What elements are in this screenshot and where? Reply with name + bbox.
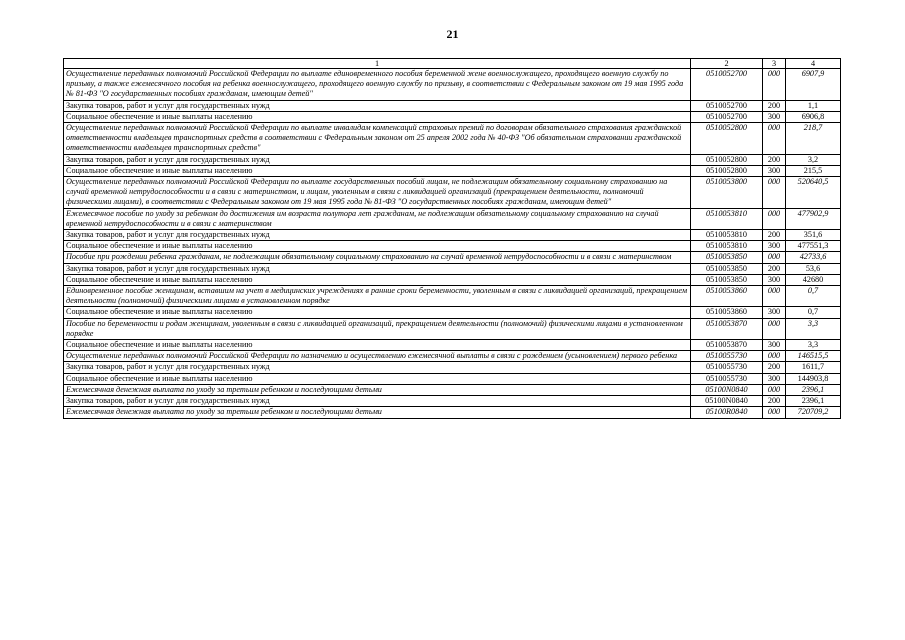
- table-row: [64, 396, 841, 407]
- table-row: [64, 307, 841, 318]
- cell-name: Социальное обеспечение и иные выплаты населению: [64, 241, 691, 252]
- cell-sum: 2396,1: [786, 384, 841, 395]
- cell-type: 000: [763, 384, 786, 395]
- cell-code: 05100N0840: [691, 384, 763, 395]
- cell-name: Социальное обеспечение и иные выплаты населению: [64, 274, 691, 285]
- table-row: [64, 252, 841, 263]
- cell-type: 000: [763, 351, 786, 362]
- cell-code: 0510055730: [691, 362, 763, 373]
- cell-type: 300: [763, 340, 786, 351]
- table-row: [64, 263, 841, 274]
- header-col-4: 4: [786, 59, 841, 69]
- cell-type: 000: [763, 177, 786, 209]
- cell-sum: 218,7: [786, 123, 841, 155]
- cell-sum: 2396,1: [786, 396, 841, 407]
- cell-code: 0510053850: [691, 252, 763, 263]
- table-row: [64, 154, 841, 165]
- cell-code: 0510053800: [691, 177, 763, 209]
- cell-name: Осуществление переданных полномочий Российской Федерации по выплате инвалидам компенсаций страховых премий по договорам обязательного страхования гражданской ответственности владельцев транспортных средств в соответствии с Федеральным законом от 25 апреля 2002 года № 40-ФЗ "Об обязательном страховании гражданской ответственности владельцев транспортных средств": [64, 123, 691, 155]
- table-row: [64, 177, 841, 209]
- cell-name: Закупка товаров, работ и услуг для государственных нужд: [64, 362, 691, 373]
- table-row: [64, 208, 841, 229]
- cell-type: 200: [763, 396, 786, 407]
- cell-name: Осуществление переданных полномочий Российской Федерации по выплате государственных пособий лицам, не подлежащим обязательному социальному страхованию на случай временной нетрудоспособности и в связи с материнством, и лицам, уволенным в связи с ликвидацией организаций (прекращением деятельности, полномочий физическими лицами), в соответствии с Федеральным законом от 19 мая 1995 года № 81-ФЗ "О государственных пособиях гражданам, имеющим детей": [64, 177, 691, 209]
- table-row: [64, 165, 841, 176]
- cell-code: 0510053870: [691, 318, 763, 339]
- cell-code: 0510052800: [691, 154, 763, 165]
- cell-name: Социальное обеспечение и иные выплаты населению: [64, 340, 691, 351]
- cell-code: 0510053850: [691, 274, 763, 285]
- cell-code: 0510055730: [691, 351, 763, 362]
- header-col-3: 3: [763, 59, 786, 69]
- cell-sum: 0,7: [786, 307, 841, 318]
- cell-type: 000: [763, 123, 786, 155]
- cell-code: 05100N0840: [691, 396, 763, 407]
- cell-name: Пособие при рождении ребенка гражданам, не подлежащим обязательному социальному страхованию на случай временной нетрудоспособности и в связи с материнством: [64, 252, 691, 263]
- cell-code: 05100R0840: [691, 407, 763, 418]
- cell-name: Ежемесячное пособие по уходу за ребенком до достижения им возраста полутора лет гражданам, не подлежащим обязательному социальному страхованию на случай временной нетрудоспособности и в связи с материнством: [64, 208, 691, 229]
- cell-sum: 1,1: [786, 100, 841, 111]
- cell-sum: 42733,6: [786, 252, 841, 263]
- table-row: [64, 286, 841, 307]
- cell-sum: 42680: [786, 274, 841, 285]
- cell-name: Осуществление переданных полномочий Российской Федерации по выплате единовременного пособия беременной жене военнослужащего, проходящего военную службу по призыву, а также ежемесячного пособия на ребенка военнослужащего, проходящего военную службу по призыву, в соответствии с Федеральным законом от 19 мая 1995 года № 81-ФЗ "О государственных пособиях гражданам, имеющим детей": [64, 69, 691, 101]
- cell-name: Осуществление переданных полномочий Российской Федерации по назначению и осуществлению ежемесячной выплаты в связи с рождением (усыновлением) первого ребенка: [64, 351, 691, 362]
- cell-type: 300: [763, 241, 786, 252]
- header-col-2: 2: [691, 59, 763, 69]
- table-row: [64, 373, 841, 384]
- cell-type: 000: [763, 318, 786, 339]
- cell-type: 200: [763, 263, 786, 274]
- budget-table: [63, 58, 841, 419]
- cell-name: Социальное обеспечение и иные выплаты населению: [64, 165, 691, 176]
- cell-name: Единовременное пособие женщинам, вставшим на учет в медицинских учреждениях в ранние сроки беременности, уволенным в связи с ликвидацией организаций, прекращением деятельности (полномочий) физическими лицами в установленном порядке: [64, 286, 691, 307]
- cell-code: 0510053860: [691, 307, 763, 318]
- cell-sum: 520640,5: [786, 177, 841, 209]
- cell-sum: 6906,8: [786, 111, 841, 122]
- table-row: [64, 362, 841, 373]
- page-number: 21: [446, 27, 459, 41]
- cell-type: 200: [763, 154, 786, 165]
- cell-sum: 3,3: [786, 318, 841, 339]
- cell-sum: 215,5: [786, 165, 841, 176]
- table-row: [64, 384, 841, 395]
- cell-sum: 477551,3: [786, 241, 841, 252]
- cell-name: Закупка товаров, работ и услуг для государственных нужд: [64, 263, 691, 274]
- cell-type: 000: [763, 252, 786, 263]
- cell-code: 0510052700: [691, 100, 763, 111]
- table-row: [64, 123, 841, 155]
- table-row: [64, 230, 841, 241]
- table-body: [64, 69, 841, 419]
- table-row: [64, 241, 841, 252]
- table-header: [64, 59, 841, 69]
- table-row: [64, 111, 841, 122]
- cell-code: 0510053860: [691, 286, 763, 307]
- cell-name: Закупка товаров, работ и услуг для государственных нужд: [64, 230, 691, 241]
- cell-code: 0510052800: [691, 123, 763, 155]
- cell-code: 0510053850: [691, 263, 763, 274]
- cell-sum: 1611,7: [786, 362, 841, 373]
- cell-code: 0510053810: [691, 241, 763, 252]
- header-col-1: 1: [64, 59, 691, 69]
- table-row: [64, 318, 841, 339]
- table-row: [64, 340, 841, 351]
- cell-type: 300: [763, 307, 786, 318]
- table-row: [64, 407, 841, 418]
- cell-type: 300: [763, 165, 786, 176]
- cell-name: Ежемесячная денежная выплата по уходу за третьим ребенком и последующими детьми: [64, 384, 691, 395]
- cell-code: 0510053810: [691, 208, 763, 229]
- cell-sum: 720709,2: [786, 407, 841, 418]
- table-row: [64, 69, 841, 101]
- cell-type: 000: [763, 407, 786, 418]
- cell-code: 0510055730: [691, 373, 763, 384]
- table-row: [64, 100, 841, 111]
- cell-type: 200: [763, 100, 786, 111]
- cell-code: 0510052700: [691, 111, 763, 122]
- cell-name: Закупка товаров, работ и услуг для государственных нужд: [64, 154, 691, 165]
- header-row: [64, 59, 841, 69]
- cell-sum: 3,2: [786, 154, 841, 165]
- cell-sum: 0,7: [786, 286, 841, 307]
- cell-name: Пособие по беременности и родам женщинам, уволенным в связи с ликвидацией организаций, прекращением деятельности (полномочий) физическими лицами в установленном порядке: [64, 318, 691, 339]
- cell-name: Ежемесячная денежная выплата по уходу за третьим ребенком и последующими детьми: [64, 407, 691, 418]
- cell-code: 0510052800: [691, 165, 763, 176]
- cell-sum: 351,6: [786, 230, 841, 241]
- table-row: [64, 274, 841, 285]
- cell-name: Социальное обеспечение и иные выплаты населению: [64, 111, 691, 122]
- cell-name: Социальное обеспечение и иные выплаты населению: [64, 307, 691, 318]
- cell-name: Социальное обеспечение и иные выплаты населению: [64, 373, 691, 384]
- cell-sum: 53,6: [786, 263, 841, 274]
- cell-sum: 146515,5: [786, 351, 841, 362]
- cell-code: 0510053870: [691, 340, 763, 351]
- table-row: [64, 351, 841, 362]
- cell-sum: 6907,9: [786, 69, 841, 101]
- cell-code: 0510052700: [691, 69, 763, 101]
- cell-code: 0510053810: [691, 230, 763, 241]
- cell-type: 300: [763, 274, 786, 285]
- cell-type: 200: [763, 362, 786, 373]
- cell-type: 000: [763, 69, 786, 101]
- cell-type: 000: [763, 208, 786, 229]
- cell-sum: 3,3: [786, 340, 841, 351]
- cell-name: Закупка товаров, работ и услуг для государственных нужд: [64, 100, 691, 111]
- cell-name: Закупка товаров, работ и услуг для государственных нужд: [64, 396, 691, 407]
- cell-type: 000: [763, 286, 786, 307]
- cell-sum: 144903,8: [786, 373, 841, 384]
- cell-type: 300: [763, 373, 786, 384]
- cell-type: 300: [763, 111, 786, 122]
- cell-sum: 477902,9: [786, 208, 841, 229]
- cell-type: 200: [763, 230, 786, 241]
